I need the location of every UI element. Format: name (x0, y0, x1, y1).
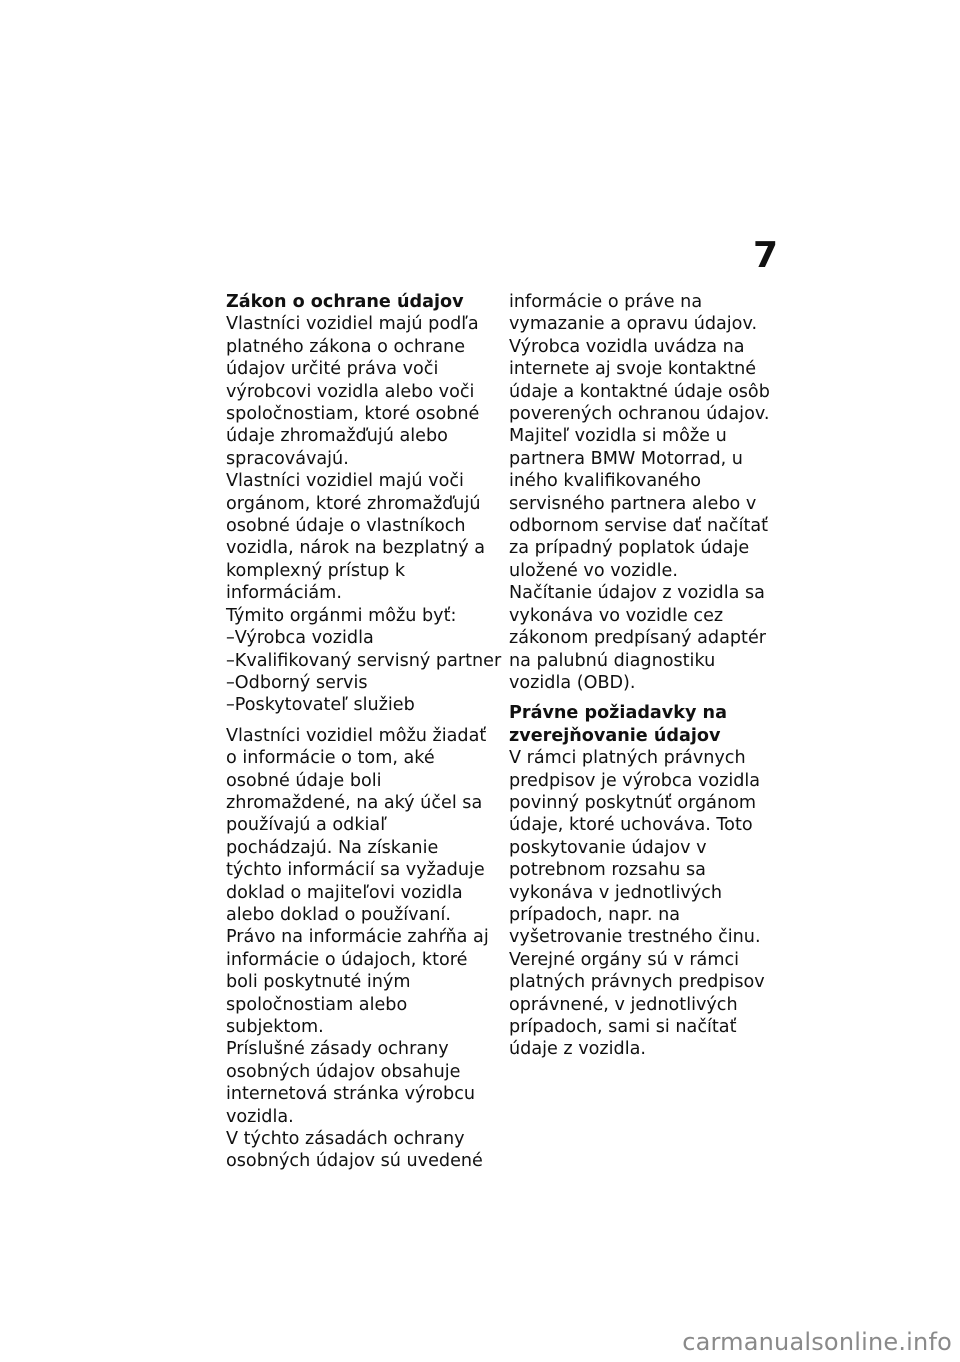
section-heading-data-protection: Zákon o ochrane údajov (226, 292, 464, 312)
section-heading-legal-requirements: Právne požiadavky na zverejňovanie údajov (509, 703, 727, 746)
paragraph: Verejné orgány sú v rámci platných právnych predpisov oprávnené, v jednotlivých prípadoch, sami si načítať údaje z vozidla. (509, 949, 765, 1060)
list-item: – Výrobca vozidla (226, 627, 498, 649)
paragraph: informácie o práve na vymazanie a opravu údajov. Výrobca vozidla uvádza na internete aj svoje kontaktné údaje a kontaktné údaje osôb poverených ochranou údajov. (509, 292, 770, 425)
paragraph: Vlastníci vozidiel môžu žiadať o informácie o tom, aké osobné údaje boli zhromaždené, na aký účel sa používajú a odkiaľ pochádzajú. Na získanie týchto informácií sa vyžaduje doklad o majiteľovi vozidla alebo doklad o používaní. (226, 725, 487, 925)
left-column (226, 291, 502, 1173)
paragraph: Právo na informácie zahŕňa aj informácie o údajoch, ktoré boli poskytnuté iným spoločnostiam alebo subjektom. (226, 927, 489, 1037)
paragraph: Vlastníci vozidiel majú voči orgánom, ktoré zhromažďujú osobné údaje o vlastníkoch vozidla, nárok na bezplatný a komplexný prístup k informáciám. (226, 471, 486, 604)
paragraph: Týmito orgánmi môžu byť: (226, 605, 457, 626)
paragraph: Majiteľ vozidla si môže u partnera BMW Motorrad, u iného kvalifikovaného servisného partnera alebo v odbornom servise dať načítať za prípadný poplatok údaje uložené vo vozidle. (509, 426, 769, 581)
paragraph: Načítanie údajov z vozidla sa vykonáva vo vozidle cez zákonom predpísaný adaptér na palubnú diagnostiku vozidla (OBD). (509, 583, 767, 693)
right-column (509, 291, 781, 1061)
page-number: 7 (752, 235, 778, 276)
bodies-list (226, 627, 502, 717)
paragraph: V týchto zásadách ochrany osobných údajov sú uvedené (226, 1129, 483, 1172)
paragraph: V rámci platných právnych predpisov je výrobca vozidla povinný poskytnúť orgánom údaje, ktoré uchováva. Toto poskytovanie údajov v potrebnom rozsahu sa vykonáva v jednotlivých prípadoch, napr. na vyšetrovanie trestného činu. (509, 748, 761, 948)
list-item: – Poskytovateľ služieb (226, 694, 498, 716)
list-item: – Kvalifikovaný servisný partner (226, 650, 498, 672)
list-item: – Odborný servis (226, 672, 498, 694)
watermark: carmanualsonline.info (682, 1328, 952, 1356)
paragraph: Vlastníci vozidiel majú podľa platného zákona o ochrane údajov určité práva voči výrobcovi vozidla alebo voči spoločnostiam, ktoré osobné údaje zhromažďujú alebo spracovávajú. (226, 314, 480, 469)
paragraph: Príslušné zásady ochrany osobných údajov obsahuje internetová stránka výrobcu vozidla. (226, 1039, 476, 1127)
